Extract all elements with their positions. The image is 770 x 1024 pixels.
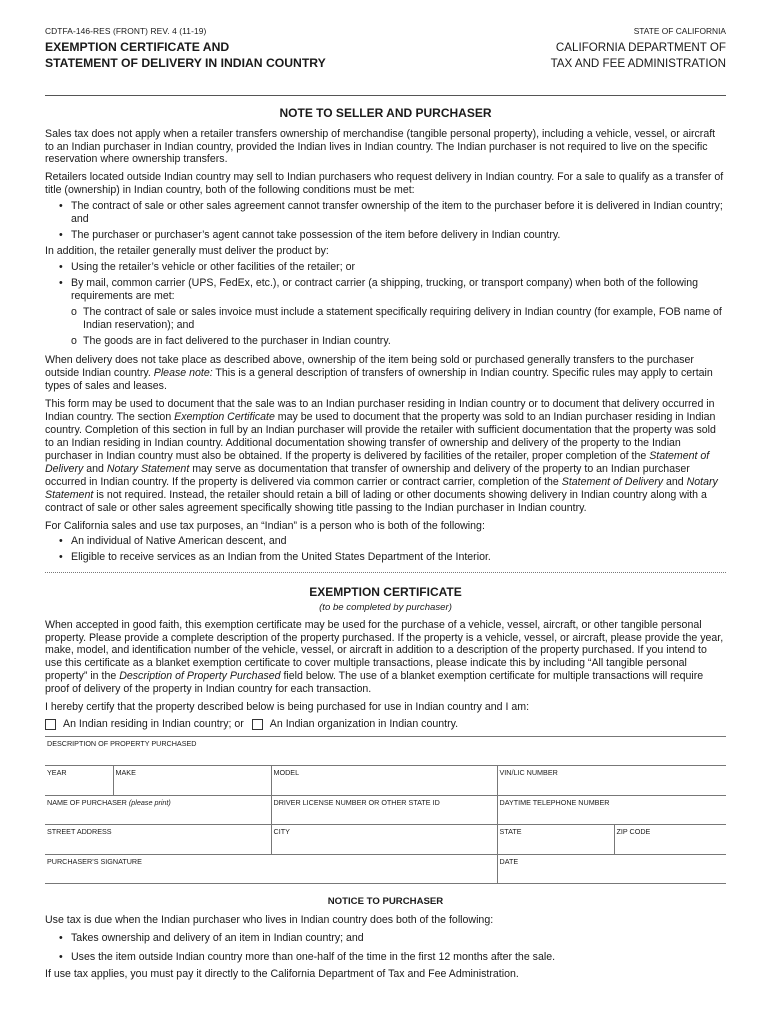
document-title [45, 39, 326, 71]
indian-organization-checkbox[interactable] [252, 719, 263, 730]
text-run: may serve as documentation that transfer of ownership and delivery of the property to an Indian purchaser occurred in Indian country. If the property is delivered via common carrier or contract carrier, completion of the [45, 462, 690, 488]
purchaser-name-field[interactable] [45, 795, 271, 825]
state-label: STATE OF CALIFORNIA [633, 26, 726, 36]
note-paragraph-4 [45, 354, 726, 393]
exemption-paragraph [45, 619, 726, 697]
text-run: field below. The use of a blanket exemption certificate for multiple transactions will require proof of delivery of the property in Indian country for each transaction. [45, 670, 704, 696]
list-item: • The purchaser or purchaser’s agent cannot take possession of the item before delivery in Indian country. [45, 229, 726, 242]
list-item: • An individual of Native American descent, and [45, 535, 726, 548]
field-label: STATE [499, 827, 522, 837]
text-run: This form may be used to document that the sale was to an Indian purchaser residing in Indian country or to document that delivery occurred in Indian country. The section [45, 398, 715, 424]
exemption-section-title: EXEMPTION CERTIFICATE [309, 585, 462, 600]
notice-section-title: NOTICE TO PURCHASER [327, 896, 444, 908]
field-label: CITY [273, 827, 290, 837]
text-run-italic: Statement of Delivery [45, 449, 710, 475]
document-title-line-1: EXEMPTION CERTIFICATE AND [45, 40, 230, 55]
field-label: ZIP CODE [616, 827, 651, 837]
notice-paragraph-2: If use tax applies, you must pay it directly to the California Department of Tax and Fee Administration. [45, 967, 519, 980]
indian-definition-list [45, 535, 726, 564]
note-section-title: NOTE TO SELLER AND PURCHASER [279, 106, 492, 120]
purchaser-type-options [45, 718, 726, 731]
field-label: MODEL [273, 768, 300, 778]
text-run: and [663, 475, 687, 488]
form-header-right [551, 26, 726, 72]
text-run: When delivery does not take place as described above, ownership of the item being sold or purchased generally transfers to the purchaser outside Indian country. [45, 354, 694, 380]
note-paragraph-1: Sales tax does not apply when a retailer transfers ownership of merchandise (tangible personal property), including a vehicle, vessel, or aircraft to an Indian purchaser in Indian country, provided the Indian lives in Indian country. The Indian purchaser is not required to live on the specific reservation where ownership transfers. [45, 127, 716, 166]
text-run: may be used to document that the property was sold to an Indian purchaser residing in Indian country. Completion of this section in full by an Indian purchaser will provide the retailer with sufficient documentation that the property was sold to an Indian residing in Indian country. Additional documentation showing transfer of ownership and delivery of the property to the Indian purchaser in Indian country must also be obtained. If the property is delivered by facilities of the retailer, proper completion of the [45, 411, 716, 462]
field-label: MAKE [115, 768, 136, 778]
date-field[interactable] [497, 854, 726, 884]
year-field[interactable] [45, 766, 113, 796]
field-label: VIN/LIC NUMBER [499, 768, 558, 778]
list-item: • The contract of sale or other sales agreement cannot transfer ownership of the item to the purchaser before it is delivered in Indian country; and [45, 200, 726, 226]
text-run: When accepted in good faith, this exemption certificate may be used for the purchase of a vehicle, vessel, aircraft, or other tangible personal property. Please provide a complete description of the property purchased. If the property is a vehicle, vessel, or aircraft, please provide the year, make, model, and identification number of the vehicle, vessel, or aircraft in addition to a description of the property purchased. If you intend to use this certificate as a blanket exemption certificate to cover multiple transactions, please indicate this by including “All tangible personal property” in the [45, 618, 724, 683]
agency-line-2: TAX AND FEE ADMINISTRATION [550, 56, 726, 70]
text-run: and [83, 462, 107, 475]
signature-field[interactable] [45, 854, 497, 884]
note-paragraph-2: Retailers located outside Indian country may sell to Indian purchasers who request delivery in Indian country. For a sale to qualify as a transfer of title (ownership) in Indian country, both of the following conditions must be met: [45, 171, 724, 197]
form-header [45, 26, 726, 86]
text-run: is not required. Instead, the retailer should retain a bill of lading or other documents showing delivery in Indian country along with a contract of sale or other sales agreement specifically showing title passing to the Indian purchaser in Indian country. [45, 488, 707, 514]
text-run-italic: Notary Statement [106, 462, 190, 475]
form-header-left [45, 26, 326, 71]
field-label: YEAR [47, 768, 67, 778]
zip-code-field[interactable] [614, 825, 726, 855]
text-run: This is a general description of transfers of ownership in Indian country. Specific rules may apply to certain types of sales and leases. [45, 367, 713, 393]
checkbox-label: An Indian organization in Indian country. [269, 718, 459, 731]
field-label: NAME OF PURCHASER [47, 797, 129, 807]
text-run-italic: Notary Statement [45, 475, 718, 501]
form-number: CDTFA-146-RES (FRONT) REV. 4 (11-19) [45, 26, 207, 36]
list-item-text: By mail, common carrier (UPS, FedEx, etc.), or contract carrier (a shipping, trucking, or transport company) when both of the following requirements are met: [71, 276, 699, 302]
list-item: • Takes ownership and delivery of an item in Indian country; and [45, 932, 726, 945]
notice-paragraph-1: Use tax is due when the Indian purchaser who lives in Indian country does both of the following: [45, 914, 494, 927]
text-run-italic: Exemption Certificate [174, 411, 275, 424]
field-label: PURCHASER’S SIGNATURE [47, 856, 142, 866]
indian-residing-option[interactable] [45, 718, 244, 731]
purchaser-fields-table [45, 736, 726, 885]
agency-name [551, 40, 726, 71]
street-address-field[interactable] [45, 825, 271, 855]
delivery-list [45, 261, 726, 303]
conditions-list [45, 200, 726, 242]
certify-statement: I hereby certify that the property described below is being purchased for use in Indian country and I am: [45, 701, 530, 714]
text-run-italic: Description of Property Purchased [119, 670, 281, 683]
note-paragraph-3: In addition, the retailer generally must deliver the product by: [45, 245, 329, 257]
field-label: DAYTIME TELEPHONE NUMBER [499, 797, 610, 807]
list-item: • Using the retailer’s vehicle or other facilities of the retailer; or [45, 261, 726, 274]
make-field[interactable] [113, 766, 271, 796]
notice-list [45, 932, 726, 964]
agency-line-1: CALIFORNIA DEPARTMENT OF [555, 41, 726, 55]
header-divider [45, 95, 726, 96]
list-item: o The contract of sale or sales invoice must include a statement specifically requiring delivery in Indian country (for example, FOB name of Indian reservation); and [45, 306, 726, 332]
vin-field[interactable] [497, 766, 726, 796]
document-title-line-2: STATEMENT OF DELIVERY IN INDIAN COUNTRY [45, 56, 326, 71]
driver-license-field[interactable] [271, 795, 497, 825]
field-label: DRIVER LICENSE NUMBER OR OTHER STATE ID [273, 797, 440, 807]
checkbox-label: An Indian residing in Indian country; or [63, 718, 244, 731]
carrier-requirements-list [45, 306, 726, 348]
indian-residing-checkbox[interactable] [45, 719, 56, 730]
indian-organization-option[interactable] [252, 718, 458, 731]
text-run-italic: Please note: [153, 367, 213, 380]
section-divider [45, 572, 726, 573]
field-label: DESCRIPTION OF PROPERTY PURCHASED [47, 738, 197, 748]
exemption-section-subtitle: (to be completed by purchaser) [319, 601, 452, 613]
city-field[interactable] [271, 825, 497, 855]
description-field[interactable] [45, 736, 726, 766]
field-label: STREET ADDRESS [47, 827, 112, 837]
list-item [45, 277, 726, 303]
model-field[interactable] [271, 766, 497, 796]
state-field[interactable] [497, 825, 614, 855]
list-item: o The goods are in fact delivered to the purchaser in Indian country. [45, 335, 726, 348]
phone-field[interactable] [497, 795, 726, 825]
note-paragraph-5 [45, 398, 726, 514]
list-item: • Eligible to receive services as an Indian from the United States Department of the Interior. [45, 551, 726, 564]
text-run-italic: Statement of Delivery [561, 475, 664, 488]
field-label: DATE [499, 856, 519, 866]
list-item: • Uses the item outside Indian country more than one-half of the time in the first 12 months after the sale. [45, 951, 726, 964]
field-label-italic: (please print) [128, 797, 171, 807]
note-paragraph-6: For California sales and use tax purposes, an “Indian” is a person who is both of the following: [45, 519, 485, 532]
